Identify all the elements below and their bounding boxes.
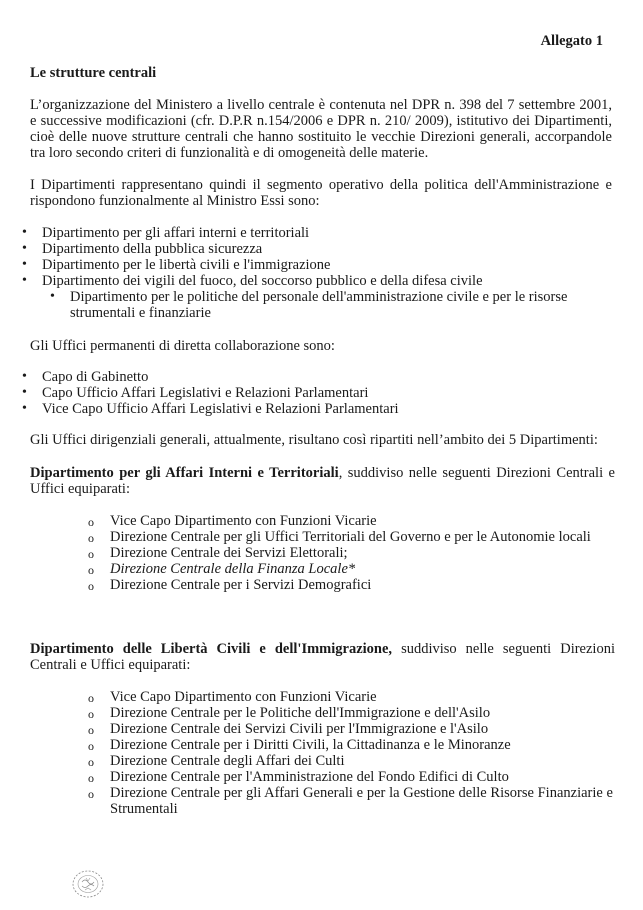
list-item: o Direzione Centrale per le Politiche dell'Immigrazione e dell'Asilo [0, 705, 613, 721]
list-item: o Direzione Centrale dei Servizi Civili per l'Immigrazione e l'Asilo [0, 721, 613, 737]
list-item: o Direzione Centrale per gli Affari Generali e per la Gestione delle Risorse Finanziarie e Strumentali [0, 785, 613, 817]
general-offices-intro: Gli Uffici dirigenziali generali, attualmente, risultano così ripartiti nell’ambito dei 5 Dipartimenti: [30, 432, 598, 448]
list-item: • Dipartimento per le libertà civili e l'immigrazione [0, 257, 483, 273]
attachment-label: Allegato 1 [540, 33, 603, 49]
department-suffix: , suddiviso nelle seguenti Direzioni Centrali e Uffici equiparati: [30, 465, 615, 497]
department-name: Dipartimento per gli Affari Interni e Territoriali [30, 465, 339, 481]
section-title: Le strutture centrali [30, 65, 157, 81]
department-heading-2 [30, 641, 615, 673]
list-item: o Direzione Centrale dei Servizi Elettorali; [0, 545, 613, 561]
department-name: Dipartimento delle Libertà Civili e dell'Immigrazione, [30, 641, 393, 657]
list-item: o Direzione Centrale per l'Amministrazione del Fondo Edifici di Culto [0, 769, 613, 785]
list-item: o Direzione Centrale degli Affari dei Culti [0, 753, 613, 769]
bullet-icon: • [50, 289, 55, 304]
department-heading-1 [30, 465, 615, 497]
list-item: • Dipartimento per gli affari interni e territoriali [0, 225, 483, 241]
departments-list [0, 225, 483, 289]
list-item [0, 561, 613, 577]
list-item: o Direzione Centrale per i Diritti Civili, la Cittadinanza e le Minoranze [0, 737, 613, 753]
intro-paragraph-2: I Dipartimenti rappresentano quindi il segmento operativo della politica dell'Amministrazione e rispondono funzionalmente al Ministro Essi sono: [30, 177, 612, 209]
department-1-directorates [0, 513, 643, 593]
stamp-seal-icon [70, 868, 106, 900]
list-item: o Vice Capo Dipartimento con Funzioni Vicarie [0, 513, 613, 529]
list-item-text: Direzione Centrale della Finanza Locale* [110, 561, 356, 577]
list-item: • Capo di Gabinetto [0, 369, 399, 385]
list-item: o Vice Capo Dipartimento con Funzioni Vicarie [0, 689, 613, 705]
list-item: • Capo Ufficio Affari Legislativi e Relazioni Parlamentari [0, 385, 399, 401]
department-suffix: suddiviso nelle seguenti Direzioni Centrali e Uffici equiparati: [30, 641, 615, 673]
intro-paragraph-1: L’organizzazione del Ministero a livello centrale è contenuta nel DPR n. 398 del 7 settembre 2001, e successive modificazioni (cfr. D.P.R n.154/2006 e DPR n. 210/ 2009), istitutivo dei Dipartimenti, cioè delle nuove strutture centrali che hanno sostituito le vecchie Direzioni generali, accorpandole tra loro secondo criteri di funzionalità e di omogeneità delle materie. [30, 97, 612, 161]
list-item: o Direzione Centrale per i Servizi Demografici [0, 577, 613, 593]
offices-list [0, 369, 399, 417]
list-item: o Direzione Centrale per gli Uffici Territoriali del Governo e per le Autonomie locali [0, 529, 613, 545]
list-item: • Dipartimento della pubblica sicurezza [0, 241, 483, 257]
department-2-directorates [0, 689, 643, 817]
department-sub-item-text: Dipartimento per le politiche del personale dell'amministrazione civile e per le risorse strumentali e finanziarie [70, 289, 568, 321]
offices-intro: Gli Uffici permanenti di diretta collaborazione sono: [30, 338, 335, 354]
list-item: • Dipartimento dei vigili del fuoco, del soccorso pubblico e della difesa civile [0, 273, 483, 289]
list-item: • Vice Capo Ufficio Affari Legislativi e Relazioni Parlamentari [0, 401, 399, 417]
